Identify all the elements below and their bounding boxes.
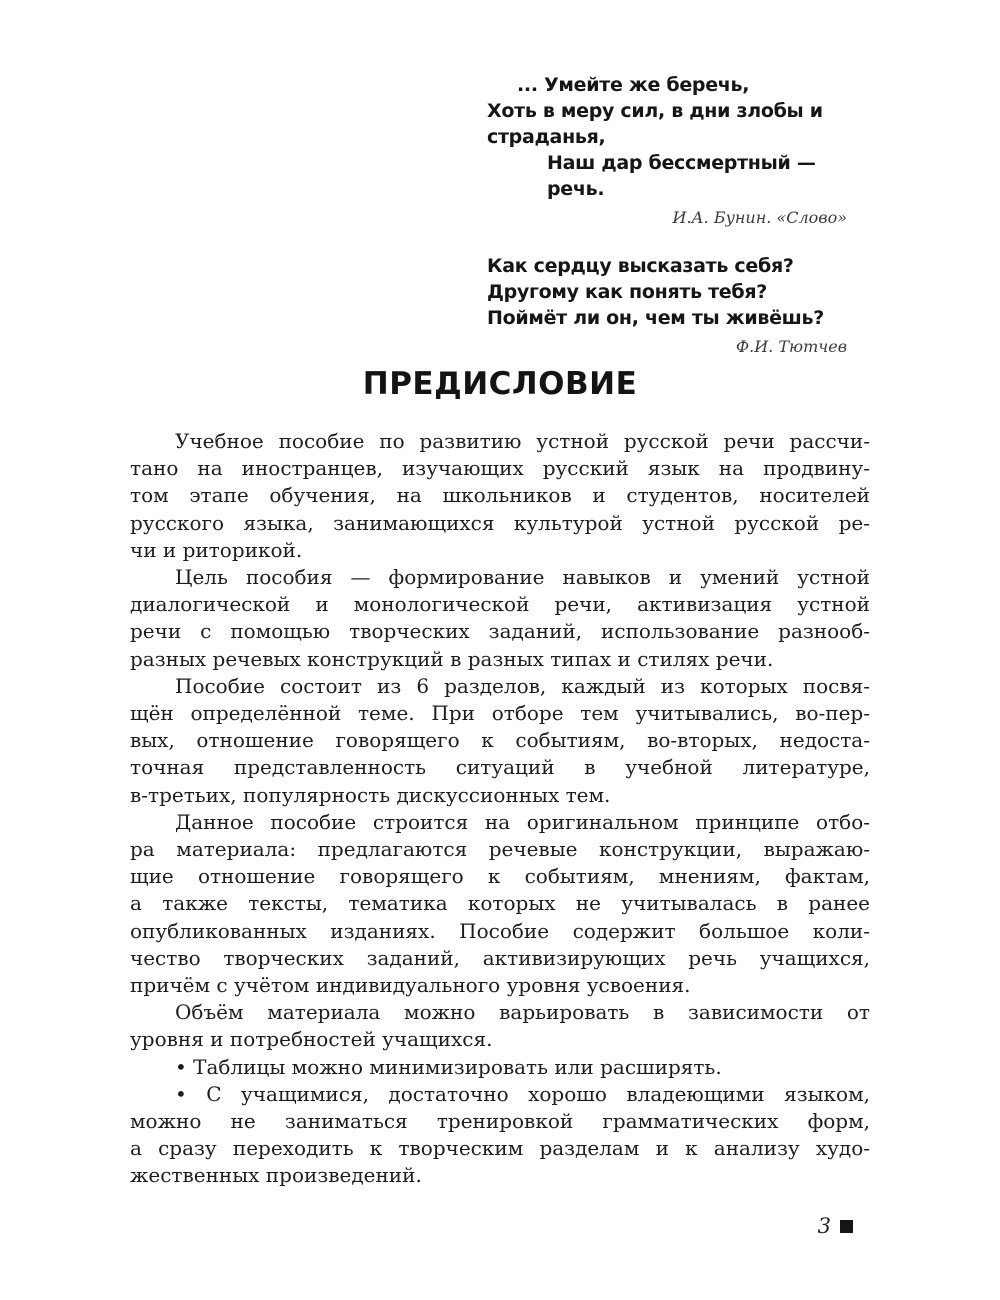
- paragraph-line: том этапе обучения, на школьников и студентов, носителей: [130, 483, 870, 508]
- epigraph-line: страданья,: [487, 126, 606, 148]
- epigraph-attribution: Ф.И. Тютчев: [735, 337, 847, 356]
- epigraph-line: Другому как понять тебя?: [487, 281, 767, 303]
- paragraph-line: речи с помощью творческих заданий, использование разнооб-: [130, 619, 870, 644]
- paragraph-line: точная представленность ситуаций в учебной литературе,: [130, 755, 870, 780]
- paragraph-line: ра материала: предлагаются речевые конструкции, выражаю-: [130, 837, 870, 862]
- paragraph-line: уровня и потребностей учащихся.: [130, 1027, 493, 1052]
- epigraph-tyutchev: [487, 253, 855, 358]
- page-title: ПРЕДИСЛОВИЕ: [362, 366, 638, 402]
- bullet-item-line: • Таблицы можно минимизировать или расширять.: [175, 1054, 722, 1079]
- paragraph-line: причём с учётом индивидуального уровня усвоения.: [130, 973, 691, 998]
- page-footer: [818, 1214, 853, 1238]
- paragraph-line: чи и риторикой.: [130, 537, 303, 562]
- epigraph-line: Поймёт ли он, чем ты живёшь?: [487, 307, 824, 329]
- paragraph-line: Учебное пособие по развитию устной русской речи рассчи-: [175, 429, 870, 453]
- bullet-item-line: жественных произведений.: [130, 1163, 422, 1188]
- paragraph-line: тано на иностранцев, изучающих русский язык на продвину-: [130, 456, 870, 481]
- epigraph-attribution: И.А. Бунин. «Слово»: [672, 208, 847, 227]
- paragraph-line: чество творческих заданий, активизирующих речь учащихся,: [130, 945, 870, 970]
- epigraph-line: Хоть в меру сил, в дни злобы и: [487, 100, 823, 122]
- epigraph-line: Наш дар бессмертный — речь.: [547, 152, 816, 200]
- end-of-section-square-icon: [840, 1220, 853, 1233]
- paragraph-line: щён определённой теме. При отборе тем учитывались, во-пер-: [130, 701, 870, 726]
- epigraph-line: Как сердцу высказать себя?: [487, 255, 794, 277]
- bullet-item-line: а сразу переходить к творческим разделам и к анализу худо-: [130, 1136, 870, 1161]
- paragraph-line: а также тексты, тематика которых не учитывалась в ранее: [130, 891, 870, 916]
- bullet-item-line: • С учащимися, достаточно хорошо владеющими языком,: [175, 1081, 870, 1106]
- epigraph-line: ... Умейте же беречь,: [517, 74, 750, 96]
- paragraph-line: Объём материала можно варьировать в зависимости от: [175, 1000, 870, 1025]
- page-number: 3: [817, 1214, 831, 1238]
- paragraph-line: вых, отношение говорящего к событиям, во-вторых, недоста-: [130, 728, 870, 753]
- epigraph-bunin: [487, 72, 855, 229]
- paragraph-line: щие отношение говорящего к событиям, мнениям, фактам,: [130, 864, 870, 889]
- bullet-item-line: можно не заниматься тренировкой грамматических форм,: [130, 1109, 870, 1134]
- paragraph-line: Данное пособие строится на оригинальном принципе отбо-: [175, 809, 870, 834]
- paragraph-line: Цель пособия — формирование навыков и умений устной: [175, 565, 870, 590]
- paragraph-line: Пособие состоит из 6 разделов, каждый из которых посвя-: [175, 673, 870, 698]
- preface-body: [130, 428, 870, 1190]
- paragraph-line: опубликованных изданиях. Пособие содержит большое коли-: [130, 918, 870, 943]
- epigraph-section: [487, 72, 855, 382]
- paragraph-line: в-третьих, популярность дискуссионных тем.: [130, 782, 611, 807]
- paragraph-line: разных речевых конструкций в разных типах и стилях речи.: [130, 646, 774, 671]
- paragraph-line: русского языка, занимающихся культурой устной русской ре-: [130, 510, 870, 535]
- paragraph-line: диалогической и монологической речи, активизация устной: [130, 592, 870, 617]
